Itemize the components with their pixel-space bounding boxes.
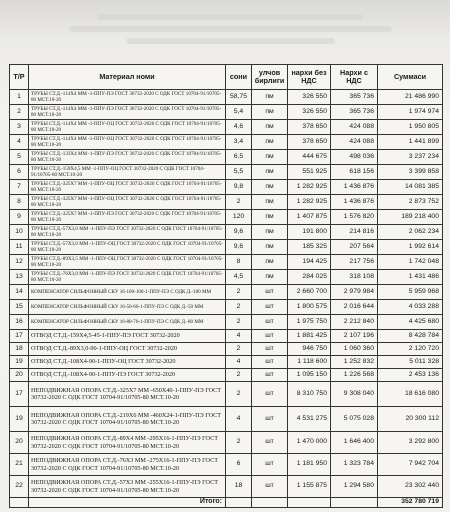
row-unit: пм [252, 195, 288, 210]
row-unit: пм [252, 90, 288, 105]
row-sum: 1 441 899 [378, 135, 443, 150]
row-price-no-vat: 194 425 [288, 255, 331, 270]
row-sum: 21 486 990 [378, 90, 443, 105]
materials-table [9, 64, 443, 508]
row-unit: шт [252, 407, 288, 432]
row-price-vat: 5 075 028 [331, 407, 378, 432]
row-price-vat: 217 756 [331, 255, 378, 270]
row-unit: шт [252, 330, 288, 343]
row-qty: 9,6 [226, 240, 252, 255]
row-unit: пм [252, 120, 288, 135]
row-qty: 2 [226, 432, 252, 454]
row-no: 15 [10, 300, 29, 315]
table-row [10, 432, 443, 454]
row-qty: 4 [226, 330, 252, 343]
row-material: КОМПЕНСАТОР СИЛЬФОННЫЙ СКУ 16-100-100-1-ППУ-ПЭ С ОДК Д.-100 ММ [29, 285, 226, 300]
row-price-no-vat: 378 650 [288, 120, 331, 135]
row-material: ТРУБЫ СТ.Д.-325Х7 ММ -1-ППУ-ПЭ ГОСТ 30732-2020 С ОДК ГОСТ 10704-91/10705-80 МСТ.10-20 [29, 210, 226, 225]
header-price-no-vat: нархи без НДС [288, 65, 331, 90]
row-qty: 2 [226, 285, 252, 300]
row-no: 14 [10, 285, 29, 300]
row-sum: 2 453 136 [378, 369, 443, 382]
row-no: 16 [10, 315, 29, 330]
table-row [10, 255, 443, 270]
row-no: 9 [10, 210, 29, 225]
row-material: ТРУБЫ СТ.Д.-133Х4 ММ -1-ППУ-ПЭ ГОСТ 30732-2020 С ОДК ГОСТ 10704-91/10705-80 МСТ.10-20 [29, 150, 226, 165]
row-unit: шт [252, 315, 288, 330]
row-unit: пм [252, 165, 288, 180]
table-row [10, 476, 443, 498]
table-row [10, 300, 443, 315]
row-price-vat: 424 088 [331, 120, 378, 135]
row-material: ОТВОД СТ.Д.-108Х4-90-1-ППУ-ПЭ ГОСТ 30732-2020 [29, 369, 226, 382]
row-material: НЕПОДВИЖНАЯ ОПОРА СТ.Д.-89Х4 ММ -295Х16-1-ППУ-ПЭ ГОСТ 30732-2020 С ОДК ГОСТ 10704-91/10705-80 МСТ.10-20 [29, 432, 226, 454]
table-row [10, 90, 443, 105]
row-price-vat: 1 436 876 [331, 195, 378, 210]
row-material: НЕПОДВИЖНАЯ ОПОРА СТ.Д.-219Х6 ММ -460Х24-1-ППУ-ПЭ ГОСТ 30732-2020 С ОДК ГОСТ 10704-91/10705-80 МСТ.10-20 [29, 407, 226, 432]
row-price-vat: 365 736 [331, 105, 378, 120]
row-unit: пм [252, 210, 288, 225]
row-sum: 2 873 752 [378, 195, 443, 210]
row-price-vat: 1 646 400 [331, 432, 378, 454]
row-price-vat: 207 564 [331, 240, 378, 255]
row-qty: 5,5 [226, 165, 252, 180]
table-row [10, 105, 443, 120]
row-qty: 120 [226, 210, 252, 225]
row-unit: пм [252, 180, 288, 195]
table-row [10, 330, 443, 343]
header-sum: Суммаси [378, 65, 443, 90]
row-unit: пм [252, 255, 288, 270]
row-price-no-vat: 1 407 875 [288, 210, 331, 225]
row-unit: шт [252, 432, 288, 454]
row-no: 20 [10, 369, 29, 382]
row-no: 7 [10, 180, 29, 195]
row-unit: пм [252, 240, 288, 255]
row-qty: 2 [226, 382, 252, 407]
row-price-vat: 1 576 820 [331, 210, 378, 225]
table-row [10, 270, 443, 285]
row-qty: 5,4 [226, 105, 252, 120]
row-sum: 1 431 486 [378, 270, 443, 285]
row-no: 3 [10, 120, 29, 135]
row-price-vat: 318 108 [331, 270, 378, 285]
row-price-no-vat: 1 181 950 [288, 454, 331, 476]
row-price-vat: 1 252 832 [331, 356, 378, 369]
row-unit: пм [252, 225, 288, 240]
row-price-no-vat: 946 750 [288, 343, 331, 356]
row-qty: 9,8 [226, 180, 252, 195]
row-qty: 4,6 [226, 120, 252, 135]
row-price-no-vat: 2 660 700 [288, 285, 331, 300]
row-price-vat: 1 294 580 [331, 476, 378, 498]
table-row [10, 225, 443, 240]
row-material: ОТВОД СТ.Д.-89Х3,0-90-1-ППУ-ОЦ ГОСТ 30732-2020 [29, 343, 226, 356]
row-material: ТРУБЫ СТ.Д.-57Х3,0 ММ -1-ППУ-ПЭ ГОСТ 30732-2020 С ОДК ГОСТ 10704-91/10705-80 МСТ.10-20 [29, 225, 226, 240]
table-header-row [10, 65, 443, 90]
row-qty: 58,75 [226, 90, 252, 105]
row-qty: 2 [226, 195, 252, 210]
row-material: КОМПЕНСАТОР СИЛЬФОННЫЙ СКУ 16-50-60-1-ППУ-ПЭ С ОДК Д.-50 ММ [29, 300, 226, 315]
row-price-no-vat: 191 800 [288, 225, 331, 240]
row-material: ТРУБЫ СТ.Д.-114Х4 ММ -1-ППУ-ОЦ ГОСТ 30732-2020 С ОДК ГОСТ 10704-91/10705-80 МСТ.10-20 [29, 120, 226, 135]
row-unit: шт [252, 382, 288, 407]
row-price-no-vat: 326 550 [288, 90, 331, 105]
row-no: 5 [10, 150, 29, 165]
header-material: Материал номи [29, 65, 226, 90]
row-price-no-vat: 1 095 150 [288, 369, 331, 382]
row-price-vat: 1 436 876 [331, 180, 378, 195]
row-qty: 4,5 [226, 270, 252, 285]
table-row [10, 285, 443, 300]
row-price-no-vat: 284 025 [288, 270, 331, 285]
row-no: 19 [10, 407, 29, 432]
row-unit: шт [252, 285, 288, 300]
row-price-no-vat: 1 282 925 [288, 195, 331, 210]
header-no: Т/Р [10, 65, 29, 90]
table-body [10, 90, 443, 498]
row-unit: шт [252, 369, 288, 382]
row-sum: 14 081 385 [378, 180, 443, 195]
row-qty: 2 [226, 343, 252, 356]
row-sum: 5 011 328 [378, 356, 443, 369]
row-price-vat: 9 308 040 [331, 382, 378, 407]
row-sum: 20 300 112 [378, 407, 443, 432]
table-row [10, 454, 443, 476]
row-no: 2 [10, 105, 29, 120]
row-no: 22 [10, 476, 29, 498]
row-unit: шт [252, 356, 288, 369]
row-material: НЕПОДВИЖНАЯ ОПОРА СТ.Д.-76Х3 ММ -275Х16-1-ППУ-ПЭ ГОСТ 30732-2020 С ОДК ГОСТ 10704-91/10705-80 МСТ.10-20 [29, 454, 226, 476]
row-price-vat: 1 323 784 [331, 454, 378, 476]
row-price-no-vat: 444 675 [288, 150, 331, 165]
row-unit: шт [252, 476, 288, 498]
row-price-no-vat: 8 310 750 [288, 382, 331, 407]
row-sum: 4 033 288 [378, 300, 443, 315]
row-no: 10 [10, 225, 29, 240]
row-qty: 2 [226, 300, 252, 315]
row-price-vat: 2 212 840 [331, 315, 378, 330]
row-price-vat: 424 088 [331, 135, 378, 150]
row-no: 8 [10, 195, 29, 210]
row-no: 1 [10, 90, 29, 105]
row-sum: 1 974 974 [378, 105, 443, 120]
row-no: 13 [10, 270, 29, 285]
header-qty: сони [226, 65, 252, 90]
row-price-vat: 2 107 196 [331, 330, 378, 343]
row-price-vat: 1 226 568 [331, 369, 378, 382]
header-price-vat: Нархи с НДС [331, 65, 378, 90]
row-no: 17 [10, 330, 29, 343]
row-sum: 3 399 858 [378, 165, 443, 180]
table-row [10, 369, 443, 382]
row-price-vat: 2 016 644 [331, 300, 378, 315]
row-no: 17 [10, 382, 29, 407]
table-row [10, 407, 443, 432]
row-material: НЕПОДВИЖНАЯ ОПОРА СТ.Д.-325Х7 ММ -650Х40-1-ППУ-ПЭ ГОСТ 30732-2020 С ОДК ГОСТ 10704-91/10705-80 МСТ.10-20 [29, 382, 226, 407]
row-price-no-vat: 1 975 750 [288, 315, 331, 330]
table-row [10, 240, 443, 255]
header-unit: улчов бирлиги [252, 65, 288, 90]
row-no: 19 [10, 356, 29, 369]
row-no: 18 [10, 343, 29, 356]
table-row [10, 150, 443, 165]
row-qty: 2 [226, 315, 252, 330]
row-material: ТРУБЫ СТ.Д.-325Х7 ММ -1-ППУ-ОЦ ГОСТ 30732-2020 С ОДК ГОСТ 10704-91/10705-80 МСТ.10-20 [29, 195, 226, 210]
row-material: КОМПЕНСАТОР СИЛЬФОННЫЙ СКУ 16-80-70-1-ППУ-ПЭ С ОДК Д.-80 ММ [29, 315, 226, 330]
row-sum: 3 292 800 [378, 432, 443, 454]
row-price-no-vat: 1 155 875 [288, 476, 331, 498]
row-unit: пм [252, 270, 288, 285]
row-sum: 189 218 400 [378, 210, 443, 225]
row-sum: 7 942 704 [378, 454, 443, 476]
row-qty: 18 [226, 476, 252, 498]
row-material: ОТВОД СТ.Д.-108Х4-90-1-ППУ-ОЦ ГОСТ 30732-2020 [29, 356, 226, 369]
row-unit: шт [252, 454, 288, 476]
row-material: ТРУБЫ СТ.Д.-76Х3,0 ММ -1-ППУ-ПЭ ГОСТ 30732-2020 С ОДК ГОСТ 10704-91/10705-80 МСТ.10-20 [29, 270, 226, 285]
row-material: ТРУБЫ СТ.Д.-325Х7 ММ -1-ППУ-ОЦ ГОСТ 30732-2020 С ОДК ГОСТ 10704-91/10705-80 МСТ.10-20 [29, 180, 226, 195]
row-sum: 1 992 614 [378, 240, 443, 255]
total-sum: 352 780 719 [378, 498, 443, 508]
row-no: 12 [10, 255, 29, 270]
row-material: ТРУБЫ СТ.Д.-114Х4 ММ -1-ППУ-ПЭ ГОСТ 30732-2020 С ОДК ГОСТ 10704-91/10705-80 МСТ.10-20 [29, 105, 226, 120]
table-row [10, 180, 443, 195]
faded-header-area [40, 8, 420, 58]
row-sum: 3 237 234 [378, 150, 443, 165]
row-price-no-vat: 1 800 575 [288, 300, 331, 315]
table-row [10, 195, 443, 210]
row-price-vat: 1 060 360 [331, 343, 378, 356]
row-price-no-vat: 1 881 425 [288, 330, 331, 343]
table-row [10, 210, 443, 225]
row-qty: 4 [226, 407, 252, 432]
row-qty: 8 [226, 255, 252, 270]
row-material: ТРУБЫ СТ.Д.-159Х4,5 ММ -1-ППУ-ОЦ ГОСТ 30732-2020 С ОДК ГОСТ 10704-91/10705-80 МСТ.10-20 [29, 165, 226, 180]
total-row [10, 498, 443, 508]
row-material: ТРУБЫ СТ.Д.-114Х4 ММ -1-ППУ-ПЭ ГОСТ 30732-2020 С ОДК ГОСТ 10704-91/10705-80 МСТ.10-20 [29, 90, 226, 105]
row-unit: пм [252, 150, 288, 165]
row-qty: 3,4 [226, 135, 252, 150]
table-row [10, 382, 443, 407]
total-label: Итого: [29, 498, 226, 508]
row-price-no-vat: 326 550 [288, 105, 331, 120]
row-sum: 2 062 234 [378, 225, 443, 240]
table-row [10, 315, 443, 330]
row-no: 20 [10, 432, 29, 454]
row-sum: 5 959 968 [378, 285, 443, 300]
row-qty: 4 [226, 356, 252, 369]
row-unit: пм [252, 105, 288, 120]
row-sum: 18 616 080 [378, 382, 443, 407]
row-qty: 6,5 [226, 150, 252, 165]
row-no: 4 [10, 135, 29, 150]
table-row [10, 356, 443, 369]
row-material: НЕПОДВИЖНАЯ ОПОРА СТ.Д.-57Х3 ММ -255Х16-1-ППУ-ПЭ ГОСТ 30732-2020 С ОДК ГОСТ 10704-91/10705-80 МСТ.10-20 [29, 476, 226, 498]
table-row [10, 120, 443, 135]
row-unit: шт [252, 300, 288, 315]
row-sum: 23 302 440 [378, 476, 443, 498]
row-price-no-vat: 1 282 925 [288, 180, 331, 195]
row-material: ТРУБЫ СТ.Д.-57Х3,0 ММ -1-ППУ-ОЦ ГОСТ 30732-2020 С ОДК ГОСТ 10704-91/10705-80 МСТ.10-20 [29, 240, 226, 255]
row-material: ОТВОД СТ.Д.-159Х4,5-45-1-ППУ-ПЭ ГОСТ 30732-2020 [29, 330, 226, 343]
row-price-no-vat: 1 470 000 [288, 432, 331, 454]
row-sum: 8 428 784 [378, 330, 443, 343]
row-no: 11 [10, 240, 29, 255]
row-price-vat: 498 036 [331, 150, 378, 165]
row-price-no-vat: 185 325 [288, 240, 331, 255]
row-sum: 2 120 720 [378, 343, 443, 356]
table-row [10, 165, 443, 180]
row-no: 21 [10, 454, 29, 476]
row-sum: 1 950 805 [378, 120, 443, 135]
row-unit: пм [252, 135, 288, 150]
row-price-vat: 618 156 [331, 165, 378, 180]
row-price-vat: 2 979 984 [331, 285, 378, 300]
row-sum: 1 742 048 [378, 255, 443, 270]
row-sum: 4 425 680 [378, 315, 443, 330]
row-no: 6 [10, 165, 29, 180]
row-price-no-vat: 1 118 600 [288, 356, 331, 369]
row-qty: 9,6 [226, 225, 252, 240]
row-qty: 2 [226, 369, 252, 382]
row-price-vat: 214 816 [331, 225, 378, 240]
row-price-no-vat: 4 531 275 [288, 407, 331, 432]
row-material: ТРУБЫ СТ.Д.-89Х3,5 ММ -1-ППУ-ОЦ ГОСТ 30732-2020 С ОДК ГОСТ 10704-91/10705-80 МСТ.10-20 [29, 255, 226, 270]
table-row [10, 135, 443, 150]
row-price-no-vat: 378 650 [288, 135, 331, 150]
row-qty: 6 [226, 454, 252, 476]
row-material: ТРУБЫ СТ.Д.-114Х4 ММ -1-ППУ-ОЦ ГОСТ 30732-2020 С ОДК ГОСТ 10704-91/10705-80 МСТ.10-20 [29, 135, 226, 150]
row-unit: шт [252, 343, 288, 356]
row-price-no-vat: 551 925 [288, 165, 331, 180]
table-row [10, 343, 443, 356]
row-price-vat: 365 736 [331, 90, 378, 105]
